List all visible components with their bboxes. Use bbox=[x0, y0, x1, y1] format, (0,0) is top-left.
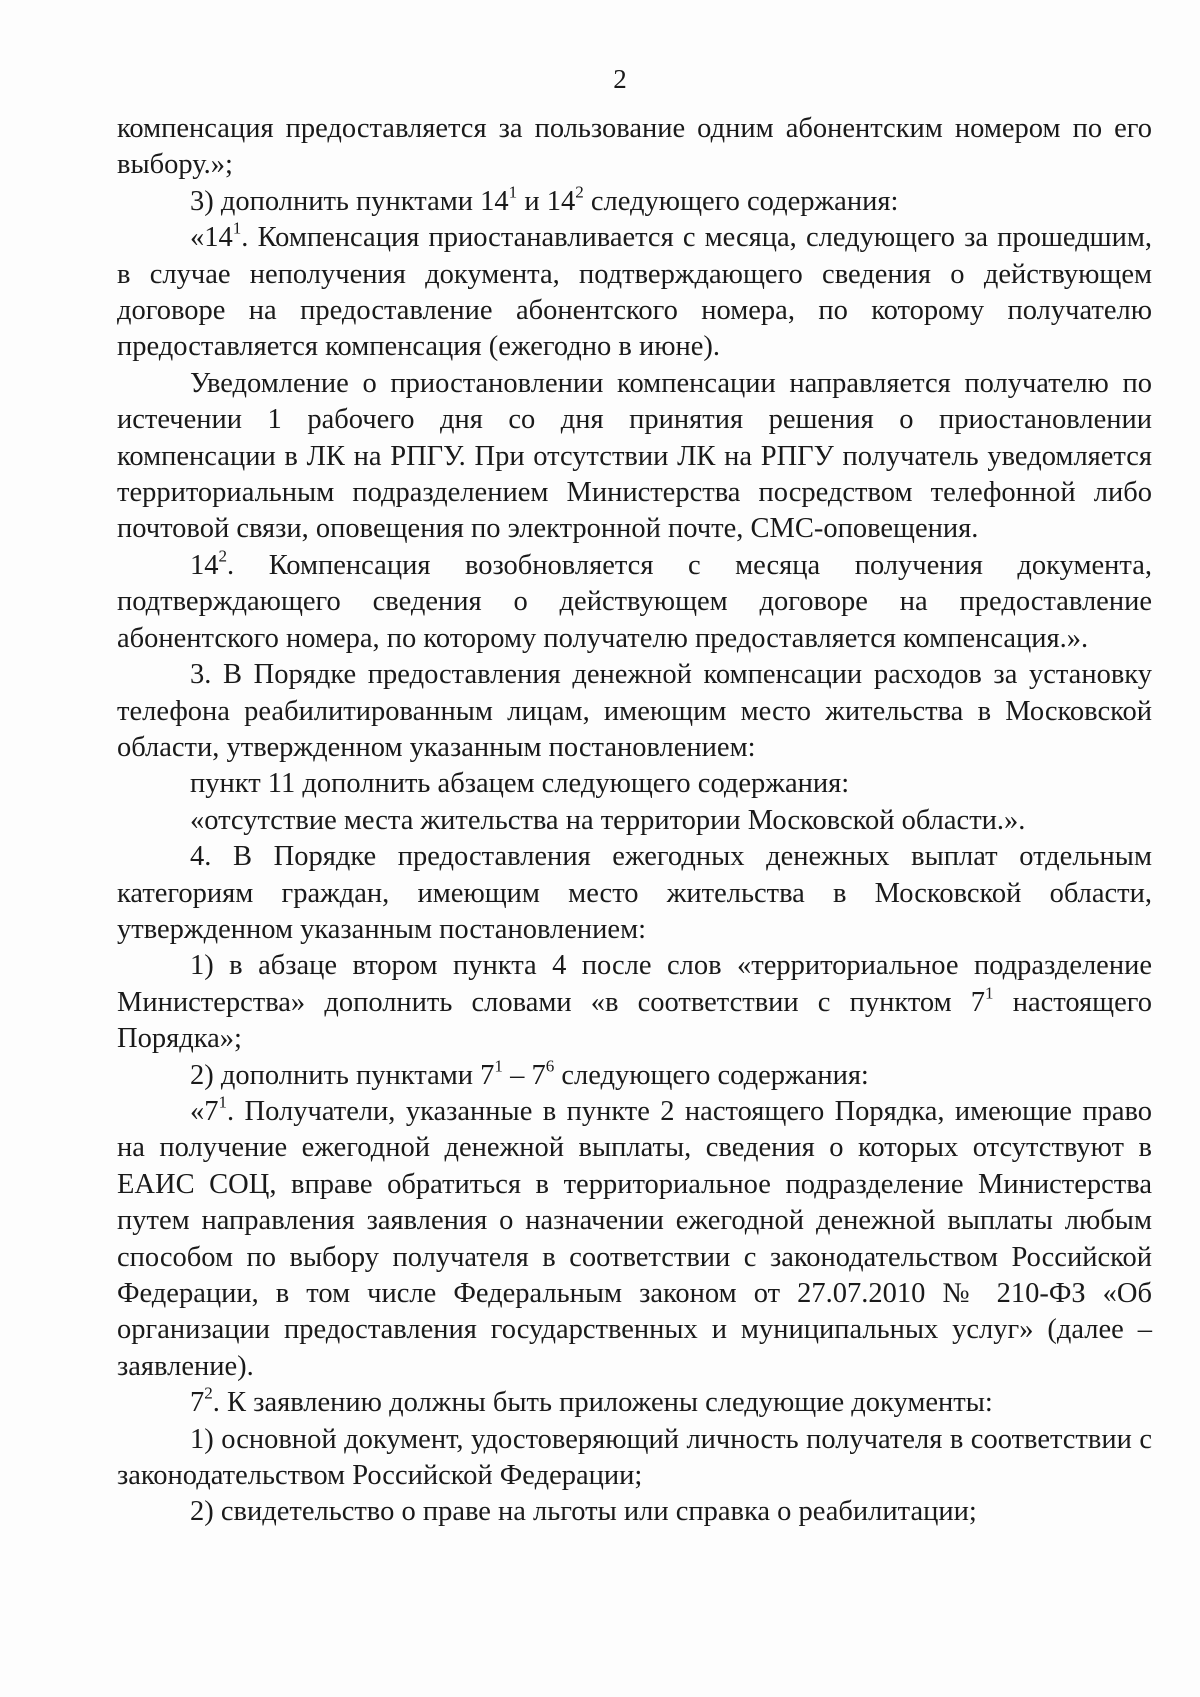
paragraph-document-1: 1) основной документ, удостоверяющий личность получателя в соответствии с законодательством Российской Федерации; bbox=[117, 1423, 1152, 1492]
paragraph-document-2: 2) свидетельство о праве на льготы или справка о реабилитации; bbox=[190, 1496, 977, 1528]
paragraph-item-3: 3) дополнить пунктами $14^1$ и $14^2$ следующего содержания: bbox=[190, 182, 899, 217]
document-body bbox=[117, 111, 1152, 1531]
paragraph-compensation-continuation: компенсация предоставляется за пользование одним абонентским номером по его выбору.»; bbox=[117, 113, 1152, 181]
paragraph-subitem-2: 2) дополнить пунктами $7^1 - 7^6$ следующего содержания: bbox=[190, 1056, 869, 1091]
paragraph-item-11-addition: пункт 11 дополнить абзацем следующего содержания: bbox=[190, 768, 850, 800]
paragraph-section-3: 3. В Порядке предоставления денежной компенсации расходов за установку телефона реабилитированным лицам, имеющим место жительства в Московской области, утвержденном указанным постановлением: bbox=[117, 659, 1152, 763]
paragraph-suspension-notice: Уведомление о приостановлении компенсации направляется получателю по истечении 1 рабочего дня со дня принятия решения о приостановлении компенсации в ЛК на РПГУ. При отсутствии ЛК на РПГУ получатель уведомляется территориальным подразделением Министерства посредством телефонной либо почтовой связи, оповещения по электронной почте, СМС-оповещения. bbox=[117, 367, 1152, 545]
paragraph-clause-14-2: $14^2$. Компенсация возобновляется с месяца получения документа, подтверждающего сведения о действующем договоре на предоставление абонентского номера, по которому получателю предоставляется компенсация.». bbox=[117, 546, 1152, 654]
page-number: 2 bbox=[613, 64, 627, 94]
paragraph-quote-residence: «отсутствие места жительства на территории Московской области.». bbox=[190, 804, 1026, 836]
paragraph-subitem-1: 1) в абзаце втором пункта 4 после слов «территориальное подразделение Министерства» дополнить словами «в соответствии с пунктом $7^1$ настоящего Порядка»; bbox=[117, 950, 1152, 1055]
paragraph-section-4: 4. В Порядке предоставления ежегодных денежных выплат отдельным категориям граждан, имеющим место жительства в Московской области, утвержденном указанным постановлением: bbox=[117, 841, 1152, 945]
paragraph-clause-7-1: «$7^1$. Получатели, указанные в пункте 2 настоящего Порядка, имеющие право на получение ежегодной денежной выплаты, сведения о которых отсутствуют в ЕАИС СОЦ, вправе обратиться в территориальное подразделение Министерства путем направления заявления о назначении ежегодной денежной выплаты любым способом по выбору получателя в соответствии с законодательством Российской Федерации, в том числе Федеральным законом от 27.07.2010 № 210-ФЗ «Об организации предоставления государственных и муниципальных услуг» (далее – заявление). bbox=[117, 1092, 1152, 1382]
paragraph-clause-14-1: «$14^1$. Компенсация приостанавливается с месяца, следующего за прошедшим, в случае неполучения документа, подтверждающего сведения о действующем договоре на предоставление абонентского номера, по которому получателю предоставляется компенсация (ежегодно в июне). bbox=[117, 218, 1152, 363]
paragraph-clause-7-2: $7^2$. К заявлению должны быть приложены следующие документы: bbox=[190, 1383, 993, 1419]
